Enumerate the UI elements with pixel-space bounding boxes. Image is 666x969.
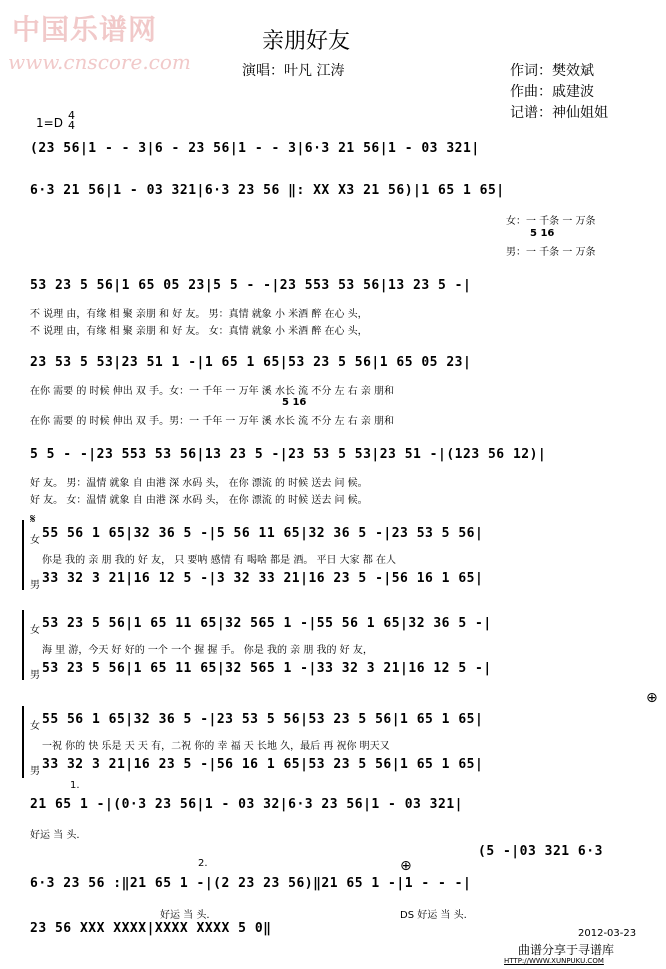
score-row-8-lyric: 一祝 你的 快 乐是 天 天 有，二祝 你的 幸 福 天 长地 久，最后 再 祝你 明天又 [42,741,390,752]
watermark-logo: 中国乐谱网 [12,13,158,46]
score-row-7-male-notes: 53 23 5 56|1 65 11 65|32 565 1 -|33 32 3 21|16 12 5 -| [42,661,492,676]
coda-sign: ⊕ [400,858,412,874]
score-row-6-female-notes: 55 56 1 65|32 36 5 -|5 56 11 65|32 36 5 -|23 53 5 56| [42,526,484,541]
female-part-label: 女 [30,625,40,636]
key-signature: 1=D [36,116,63,130]
score-row-1-notes: (23 56|1 - - 3|6 - 23 56|1 - - 3|6·3 21 56|1 - 03 321| [30,141,480,156]
score-row-4-alt-notes: 5 16 [282,397,307,408]
lyricist-credit: 作词：樊效斌 [510,63,594,79]
score-row-5-lyric-1: 好 友。 男：温情 就象 自 由港 深 水码 头， 在你 漂流 的 时候 送去 问 候。 [30,478,368,489]
volta-1: 1. [70,780,80,791]
time-signature-bottom: 4 [68,119,75,132]
score-row-10-lyric-2: DS 好运 当 头. [400,910,467,921]
male-part-label: 男 [30,670,40,681]
score-row-2-notes: 6·3 21 56|1 - 03 321|6·3 23 56 ‖: XX X3 21 56)|1 65 1 65| [30,183,505,198]
score-row-7-lyric: 海 里 游，今天 好 好的 一个 一个 握 握 手。 你是 我的 亲 朋 我的 好 友， [42,645,373,656]
score-row-10-notes: 6·3 23 56 :‖21 65 1 -|(2 23 23 56)‖21 65 1 -|1 - - -| [30,876,472,891]
score-row-3-lyric-2: 不 说理 由，有缘 相 聚 亲朋 和 好 友。 女：真情 就象 小 米酒 醉 在心 头， [30,326,368,337]
male-part-label: 男 [30,766,40,777]
composer-credit: 作曲：戚建波 [510,84,594,100]
time-signature-top: 4 [68,109,75,122]
score-row-4-notes: 23 53 5 53|23 51 1 -|1 65 1 65|53 23 5 56|1 65 05 23| [30,355,472,370]
segno-sign: 𝄋 [30,512,36,527]
watermark-url: www.cnscore.com [8,50,191,74]
duet-brace [22,520,24,590]
score-row-10-pickup-notes: (5 -|03 321 6·3 [478,844,603,859]
score-row-2-lyric-male: 男：一 千条 一 万条 [506,247,596,258]
song-title: 亲朋好友 [262,29,351,54]
footer-share-text: 曲谱分享于寻谱库 [518,943,615,957]
footer-site-url[interactable]: HTTP://WWW.XUNPUKU.COM [504,957,604,965]
score-row-8-female-notes: 55 56 1 65|32 36 5 -|23 53 5 56|53 23 5 56|1 65 1 65| [42,712,484,727]
score-row-7-female-notes: 53 23 5 56|1 65 11 65|32 565 1 -|55 56 1 65|32 36 5 -| [42,616,492,631]
score-row-6-male-notes: 33 32 3 21|16 12 5 -|3 32 33 21|16 23 5 -|56 16 1 65| [42,571,484,586]
duet-brace [22,706,24,778]
singers: 演唱：叶凡 江涛 [242,63,345,79]
score-row-8-male-notes: 33 32 3 21|16 23 5 -|56 16 1 65|53 23 5 56|1 65 1 65| [42,757,484,772]
score-row-5-notes: 5 5 - -|23 553 53 56|13 23 5 -|23 53 5 53|23 51 -|(123 56 12)| [30,447,547,462]
time-signature [68,111,75,131]
score-row-6-lyric: 你是 我的 亲 朋 我的 好 友， 只 要呐 感情 有 喝啥 都是 酒。 平日 大家 都 在人 [42,555,397,566]
score-row-4-lyric-2: 在你 需要 的 时候 伸出 双 手。男：一 千年 一 万年 溪 水长 流 不分 左 右 亲 朋和 [30,416,395,427]
score-row-3-notes: 53 23 5 56|1 65 05 23|5 5 - -|23 553 53 56|13 23 5 -| [30,278,472,293]
female-part-label: 女 [30,721,40,732]
score-row-9-lyric: 好运 当 头. [30,830,80,841]
coda-sign: ⊕ [646,690,658,706]
score-row-11-notes: 23 56 XXX XXXX|XXXX XXXX 5 0‖ [30,921,272,936]
transcription-date: 2012-03-23 [578,928,637,939]
male-part-label: 男 [30,580,40,591]
score-row-10-lyric-1: 好运 当 头. [160,910,210,921]
transcriber-credit: 记谱：神仙姐姐 [510,105,608,121]
score-row-3-lyric-1: 不 说理 由，有缘 相 聚 亲朋 和 好 友。 男：真情 就象 小 米酒 醉 在心 头， [30,309,368,320]
score-row-2-lyric-female: 女：一 千条 一 万条 [506,216,596,227]
duet-brace [22,610,24,680]
score-row-4-lyric-1: 在你 需要 的 时候 伸出 双 手。女：一 千年 一 万年 溪 水长 流 不分 左 右 亲 朋和 [30,386,395,397]
score-row-5-lyric-2: 好 友。 女：温情 就象 自 由港 深 水码 头， 在你 漂流 的 时候 送去 问 候。 [30,495,368,506]
volta-2: 2. [198,858,208,869]
score-row-9-notes: 21 65 1 -|(0·3 23 56|1 - 03 32|6·3 23 56|1 - 03 321| [30,797,463,812]
female-part-label: 女 [30,535,40,546]
score-row-2-alt-notes: 5 16 [530,228,555,239]
